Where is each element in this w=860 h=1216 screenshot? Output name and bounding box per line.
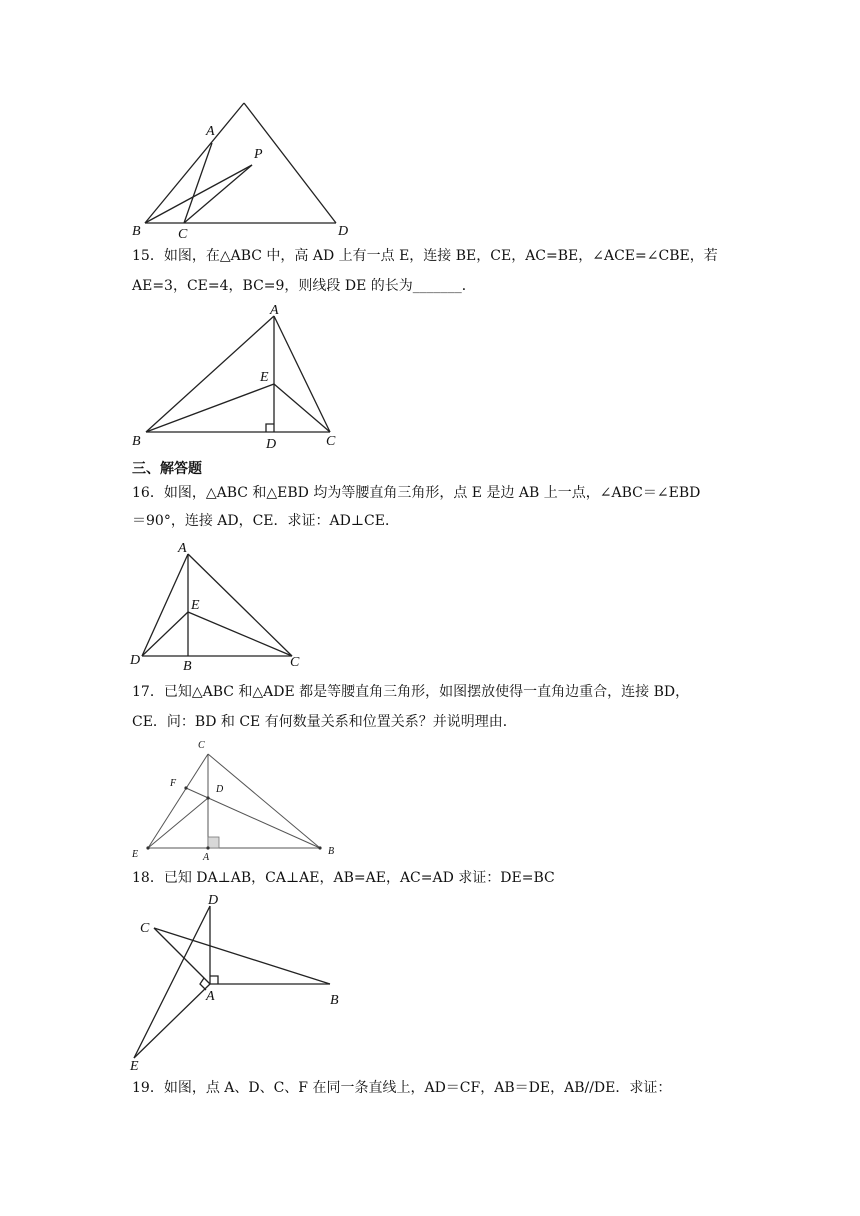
figure-14: [130, 95, 370, 245]
fig18-label-C: C: [140, 921, 150, 936]
fig17-label-B: B: [328, 846, 335, 857]
problem-15-line-1: 15．如图，在△ABC 中，高 AD 上有一点 E，连接 BE，CE，AC=BE，∠ACE=∠CBE，若: [132, 248, 718, 264]
fig15-label-E: E: [260, 370, 269, 385]
fig15-label-C: C: [326, 434, 336, 449]
problem-16-line-1: 16．如图，△ABC 和△EBD 均为等腰直角三角形，点 E 是边 AB 上一点，∠ABC＝∠EBD: [132, 485, 701, 501]
fig14-label-D: D: [338, 224, 349, 239]
fig16-label-B: B: [183, 659, 192, 674]
fig18-label-B: B: [330, 993, 339, 1008]
fig15-label-B: B: [132, 434, 141, 449]
fig17-label-C: C: [198, 740, 205, 751]
fig15-label-A: A: [270, 303, 279, 318]
figure-15: [128, 302, 348, 450]
fig17-label-D: D: [216, 784, 224, 795]
problem-17-line-2: CE．问：BD 和 CE 有何数量关系和位置关系？并说明理由．: [132, 714, 517, 730]
fig17-label-A: A: [203, 852, 210, 863]
figure-16: [128, 540, 318, 672]
fig14-label-C: C: [178, 227, 188, 242]
fig17-label-F: F: [170, 778, 177, 789]
fig14-label-A: A: [206, 124, 215, 139]
problem-18-line-1: 18．已知 DA⊥AB，CA⊥AE，AB=AE，AC=AD 求证：DE=BC: [132, 870, 555, 886]
figure-17: [128, 738, 348, 864]
fig18-label-A: A: [206, 989, 215, 1004]
fig17-label-E: E: [132, 849, 139, 860]
fig18-label-D: D: [208, 893, 219, 908]
problem-16-line-2: ＝90°，连接 AD，CE．求证：AD⊥CE．: [132, 513, 399, 529]
fig16-label-C: C: [290, 655, 300, 670]
fig15-label-D: D: [266, 437, 277, 452]
fig16-label-D: D: [130, 653, 141, 668]
fig16-label-A: A: [178, 541, 187, 556]
fig14-label-P: P: [254, 147, 263, 162]
problem-19-line-1: 19．如图，点 A、D、C、F 在同一条直线上，AD＝CF，AB＝DE，AB//DE．求证：: [132, 1080, 672, 1096]
section-heading: 三、解答题: [132, 461, 202, 477]
problem-17-line-1: 17．已知△ABC 和△ADE 都是等腰直角三角形，如图摆放使得一直角边重合，连接 BD，: [132, 684, 690, 700]
fig16-label-E: E: [191, 598, 200, 613]
problem-15-line-2: AE=3，CE=4，BC=9，则线段 DE 的长为_______．: [132, 278, 476, 294]
fig14-label-B: B: [132, 224, 141, 239]
fig18-label-E: E: [130, 1059, 139, 1074]
figure-18: [126, 892, 356, 1072]
